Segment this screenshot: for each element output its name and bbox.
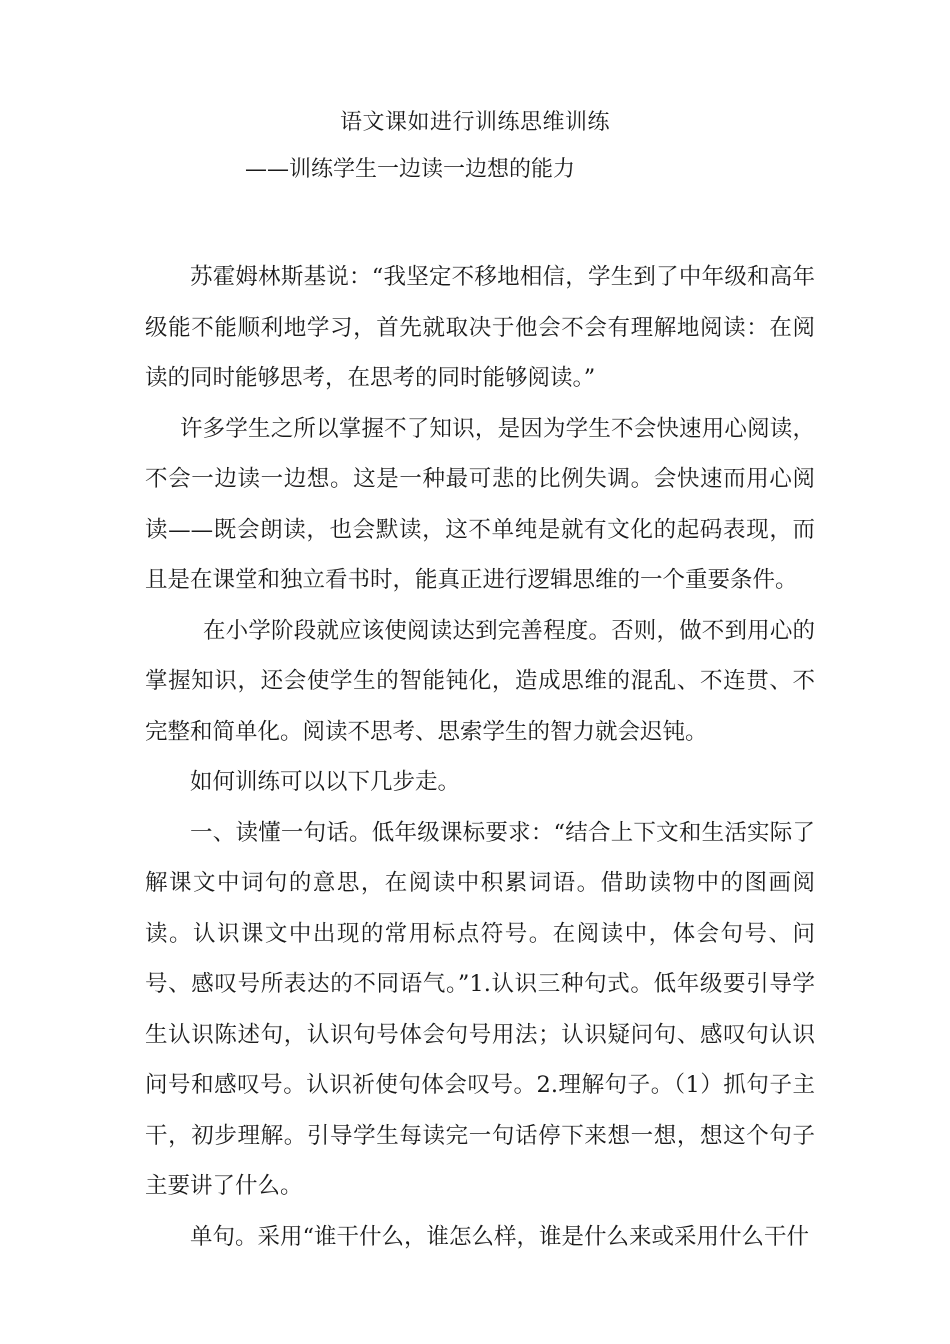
paragraph: 一、读懂一句话。低年级课标要求：“结合上下文和生活实际了解课文中词句的意思，在阅读中积累词语。借助读物中的图画阅读。认识课文中出现的常用标点符号。在阅读中，体会句号、问号、感叹号所表达的不同语气。”1.认识三种句式。低年级要引导学生认识陈述句，认识句号体会句号用法；认识疑问句、感叹句认识问号和感叹号。认识祈使句体会叹号。2.理解句子。（1）抓句子主干，初步理解。引导学生每读完一句话停下来想一想，想这个句子主要讲了什么。 (145, 819, 815, 1199)
paragraph: 单句。采用“谁干什么，谁怎么样，谁是什么来或采用什么干什 (190, 1223, 810, 1250)
paragraph: 许多学生之所以掌握不了知识，是因为学生不会快速用心阅读，不会一边读一边想。这是一种最可悲的比例失调。会快速而用心阅读——既会朗读，也会默读，这不单纯是就有文化的起码表现，而且是在课堂和独立看书时，能真正进行逻辑思维的一个重要条件。 (145, 415, 815, 593)
document-subtitle: ——训练学生一边读一边想的能力 (245, 157, 576, 182)
paragraph: 苏霍姆林斯基说：“我坚定不移地相信，学生到了中年级和高年级能不能顺利地学习，首先就取决于他会不会有理解地阅读：在阅读的同时能够思考，在思考的同时能够阅读。” (145, 264, 815, 391)
paragraph: 如何训练可以以下几步走。 (190, 769, 461, 795)
document-body (145, 252, 815, 1262)
document-title: 语文课如进行训练思维训练 (339, 110, 610, 135)
paragraph: 在小学阶段就应该使阅读达到完善程度。否则，做不到用心的掌握知识，还会使学生的智能钝化，造成思维的混乱、不连贯、不完整和简单化。阅读不思考、思索学生的智力就会迟钝。 (145, 617, 815, 745)
